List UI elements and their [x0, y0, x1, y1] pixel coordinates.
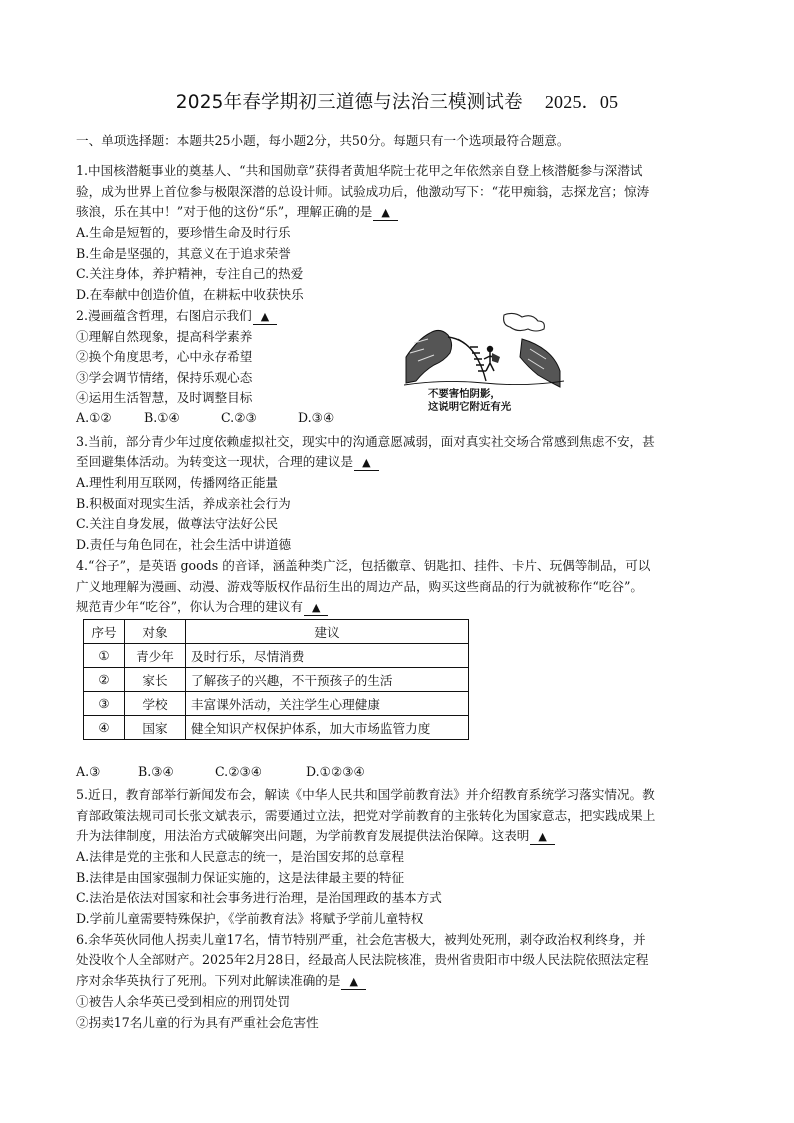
- table-cell: ④: [84, 716, 125, 740]
- table-cell: ②: [84, 668, 125, 692]
- q6-stem-line-2: 处没收个人全部财产。2025年2月28日，经最高人民法院核准，贵州省贵阳市中级人民法院依照法定程: [76, 952, 649, 967]
- table-header-cell: 序号: [84, 620, 125, 644]
- q5-stem-text: 升为法律制度，用法治方式破解突出问题，为学前教育发展提供法治保障。这表明: [76, 828, 530, 843]
- exam-title: 2025年春学期初三道德与法治三模测试卷: [175, 92, 523, 113]
- table-row: [84, 692, 469, 716]
- table-header-row: [84, 620, 469, 644]
- q4-choice-a: A.③: [76, 764, 101, 779]
- q2-choices: [76, 410, 334, 425]
- q2-choice-a: A.①②: [76, 410, 112, 425]
- q1-stem-line-3: [76, 202, 398, 221]
- suggestion-table: [83, 619, 469, 740]
- table-header-cell: 对象: [125, 620, 186, 644]
- q4-choice-d: D.①②③④: [306, 764, 365, 779]
- q6-item-2: ②拐卖17名儿童的行为具有严重社会危害性: [76, 1015, 319, 1030]
- table-cell: 了解孩子的兴趣，不干预孩子的生活: [186, 668, 469, 692]
- cartoon-caption-line-1: 不要害怕阴影，: [428, 388, 501, 400]
- q1-option-d: D.在奉献中创造价值，在耕耘中收获快乐: [76, 287, 304, 302]
- q2-choice-b: B.①④: [144, 410, 180, 425]
- q6-item-1: ①被告人余华英已受到相应的刑罚处罚: [76, 994, 291, 1009]
- q3-option-a: A.理性利用互联网，传播网络正能量: [76, 475, 279, 490]
- q6-stem-text: 序对余华英执行了死刑。下列对此解读准确的是: [76, 973, 341, 988]
- q5-stem-line-1: 5.近日，教育部举行新闻发布会，解读《中华人民共和国学前教育法》并介绍教育系统学习落实情况。教: [76, 787, 655, 802]
- q5-option-d: D.学前儿童需要特殊保护，《学前教育法》将赋予学前儿童特权: [76, 911, 424, 926]
- q4-stem-line-3: [76, 597, 328, 616]
- q3-stem-line-2: [76, 452, 379, 471]
- q4-stem-line-2: 广义地理解为漫画、动漫、游戏等版权作品衍生出的周边产品，购买这些商品的行为就被称作“吃谷”。: [76, 579, 644, 594]
- table-row: [84, 644, 469, 668]
- exam-date: 2025．05: [544, 92, 619, 112]
- page-title: [0, 88, 794, 114]
- q2-item-2: ②换个角度思考，心中永存希望: [76, 349, 253, 364]
- table-cell: 国家: [125, 716, 186, 740]
- table-header-cell: 建议: [186, 620, 469, 644]
- q2-item-3: ③学会调节情绪，保持乐观心态: [76, 370, 253, 385]
- q3-option-c: C.关注自身发展，做尊法守法好公民: [76, 516, 279, 531]
- q5-answer-blank: ▲: [530, 829, 554, 845]
- table-cell: 家长: [125, 668, 186, 692]
- q5-option-b: B.法律是由国家强制力保证实施的，这是法律最主要的特征: [76, 870, 405, 885]
- table-row: [84, 668, 469, 692]
- q2-item-4: ④运用生活智慧，及时调整目标: [76, 390, 253, 405]
- cartoon-illustration: [404, 309, 564, 411]
- q1-option-c: C.关注身体，养护精神，专注自己的热爱: [76, 266, 304, 281]
- q1-stem-text: 骇浪，乐在其中！”对于他的这份“乐”，理解正确的是: [76, 204, 373, 219]
- q6-stem-line-3: [76, 971, 366, 990]
- table-cell: 青少年: [125, 644, 186, 668]
- table-cell: 学校: [125, 692, 186, 716]
- q2-stem: [76, 306, 277, 325]
- q3-option-b: B.积极面对现实生活，养成亲社会行为: [76, 496, 291, 511]
- q2-item-1: ①理解自然现象，提高科学素养: [76, 329, 253, 344]
- table-cell: ③: [84, 692, 125, 716]
- q1-stem-line-1: 1.中国核潜艇事业的奠基人、“共和国勋章”获得者黄旭华院士花甲之年依然亲自登上核潜艇参与深潜试: [76, 163, 643, 178]
- table-cell: 及时行乐，尽情消费: [186, 644, 469, 668]
- q3-option-d: D.责任与角色同在，社会生活中讲道德: [76, 537, 292, 552]
- q4-choice-b: B.③④: [138, 764, 174, 779]
- section-heading: 一、单项选择题：本题共25小题，每小题2分，共50分。每题只有一个选项最符合题意。: [76, 133, 570, 148]
- q1-option-a: A.生命是短暂的，要珍惜生命及时行乐: [76, 225, 291, 240]
- q5-option-c: C.法治是依法对国家和社会事务进行治理，是治国理政的基本方式: [76, 890, 442, 905]
- table-cell: ①: [84, 644, 125, 668]
- q3-answer-blank: ▲: [354, 455, 378, 471]
- q2-choice-d: D.③④: [298, 410, 335, 425]
- q5-stem-line-2: 育部政策法规司司长张文斌表示，需要通过立法，把党对学前教育的主张转化为国家意志，把实践成果上: [76, 808, 656, 823]
- q5-option-a: A.法律是党的主张和人民意志的统一，是治国安邦的总章程: [76, 849, 404, 864]
- cartoon-caption-line-2: 这说明它附近有光: [428, 401, 512, 413]
- q2-answer-blank: ▲: [253, 309, 277, 325]
- q3-stem-text: 至回避集体活动。为转变这一现状，合理的建议是: [76, 454, 354, 469]
- q4-stem-line-1: 4.“谷子”，是英语 goods 的音译，涵盖种类广泛，包括徽章、钥匙扣、挂件、卡片、玩偶等制品，可以: [76, 558, 651, 573]
- q1-option-b: B.生命是坚强的，其意义在于追求荣誉: [76, 246, 291, 261]
- q1-stem-line-2: 验，成为世界上首位参与极限深潜的总设计师。试验成功后，他激动写下：“花甲痴翁，志探龙宫；惊涛: [76, 184, 650, 199]
- q6-stem-line-1: 6.余华英伙同他人拐卖儿童17名，情节特别严重，社会危害极大，被判处死刑，剥夺政治权利终身，并: [76, 932, 646, 947]
- q2-choice-c: C.②③: [221, 410, 257, 425]
- q5-stem-line-3: [76, 826, 555, 845]
- q3-stem-line-1: 3.当前，部分青少年过度依赖虚拟社交，现实中的沟通意愿减弱，面对真实社交场合常感到焦虑不安，甚: [76, 434, 655, 449]
- q1-answer-blank: ▲: [373, 205, 397, 221]
- q4-stem-text: 规范青少年“吃谷”，你认为合理的建议有: [76, 599, 303, 614]
- q4-choice-c: C.②③④: [215, 764, 263, 779]
- table-cell: 健全知识产权保护体系，加大市场监管力度: [186, 716, 469, 740]
- table-cell: 丰富课外活动，关注学生心理健康: [186, 692, 469, 716]
- q6-answer-blank: ▲: [341, 974, 365, 990]
- q4-answer-blank: ▲: [304, 600, 328, 616]
- q2-stem-text: 2.漫画蕴含哲理，右图启示我们: [76, 308, 252, 323]
- table-row: [84, 716, 469, 740]
- q4-choices: [76, 764, 365, 779]
